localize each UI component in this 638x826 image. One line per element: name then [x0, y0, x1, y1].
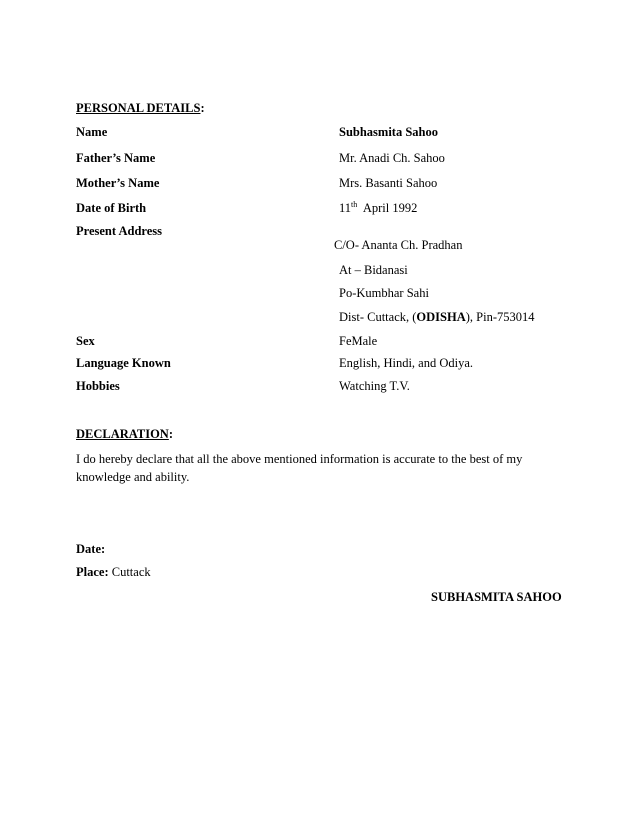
dob-value	[339, 201, 417, 216]
declaration-heading	[76, 427, 173, 442]
declaration-title: DECLARATION	[76, 427, 169, 441]
dob-label: Date of Birth	[76, 201, 147, 215]
address-district: Dist- Cuttack, (	[339, 310, 417, 324]
dob-suffix: th	[351, 199, 358, 209]
address-state: ODISHA	[416, 310, 466, 324]
dob-month-year: April 1992	[362, 201, 418, 215]
dob-day: 11	[339, 201, 352, 215]
address-line-2: At – Bidanasi	[339, 263, 408, 277]
address-pin: ), Pin-753014	[465, 310, 535, 324]
hobbies-value: Watching T.V.	[339, 379, 410, 393]
address-line-4	[339, 310, 535, 325]
address-line-1: C/O- Ananta Ch. Pradhan	[334, 238, 463, 252]
personal-details-title: PERSONAL DETAILS	[76, 101, 201, 115]
sex-value: FeMale	[339, 334, 378, 348]
hobbies-label: Hobbies	[76, 379, 120, 393]
place-value: Cuttack	[108, 565, 151, 579]
address-label: Present Address	[76, 224, 162, 238]
mother-name-value: Mrs. Basanti Sahoo	[339, 176, 438, 190]
name-label: Name	[76, 125, 108, 139]
personal-details-heading	[76, 101, 205, 116]
place-line	[76, 565, 151, 580]
sex-label: Sex	[76, 334, 95, 348]
place-label: Place:	[76, 565, 109, 579]
language-label: Language Known	[76, 356, 171, 370]
address-line-3: Po-Kumbhar Sahi	[339, 286, 429, 300]
date-label: Date:	[76, 542, 106, 556]
father-name-label: Father’s Name	[76, 151, 156, 165]
mother-name-label: Mother’s Name	[76, 176, 160, 190]
declaration-text: I do hereby declare that all the above mentioned information is accurate to the best of my knowledge and ability.	[76, 452, 523, 484]
declaration-colon: :	[168, 427, 174, 441]
language-value: English, Hindi, and Odiya.	[339, 356, 474, 370]
signature-name: SUBHASMITA SAHOO	[431, 590, 562, 604]
personal-details-colon: :	[200, 101, 205, 115]
name-value: Subhasmita Sahoo	[339, 125, 438, 139]
father-name-value: Mr. Anadi Ch. Sahoo	[339, 151, 445, 165]
